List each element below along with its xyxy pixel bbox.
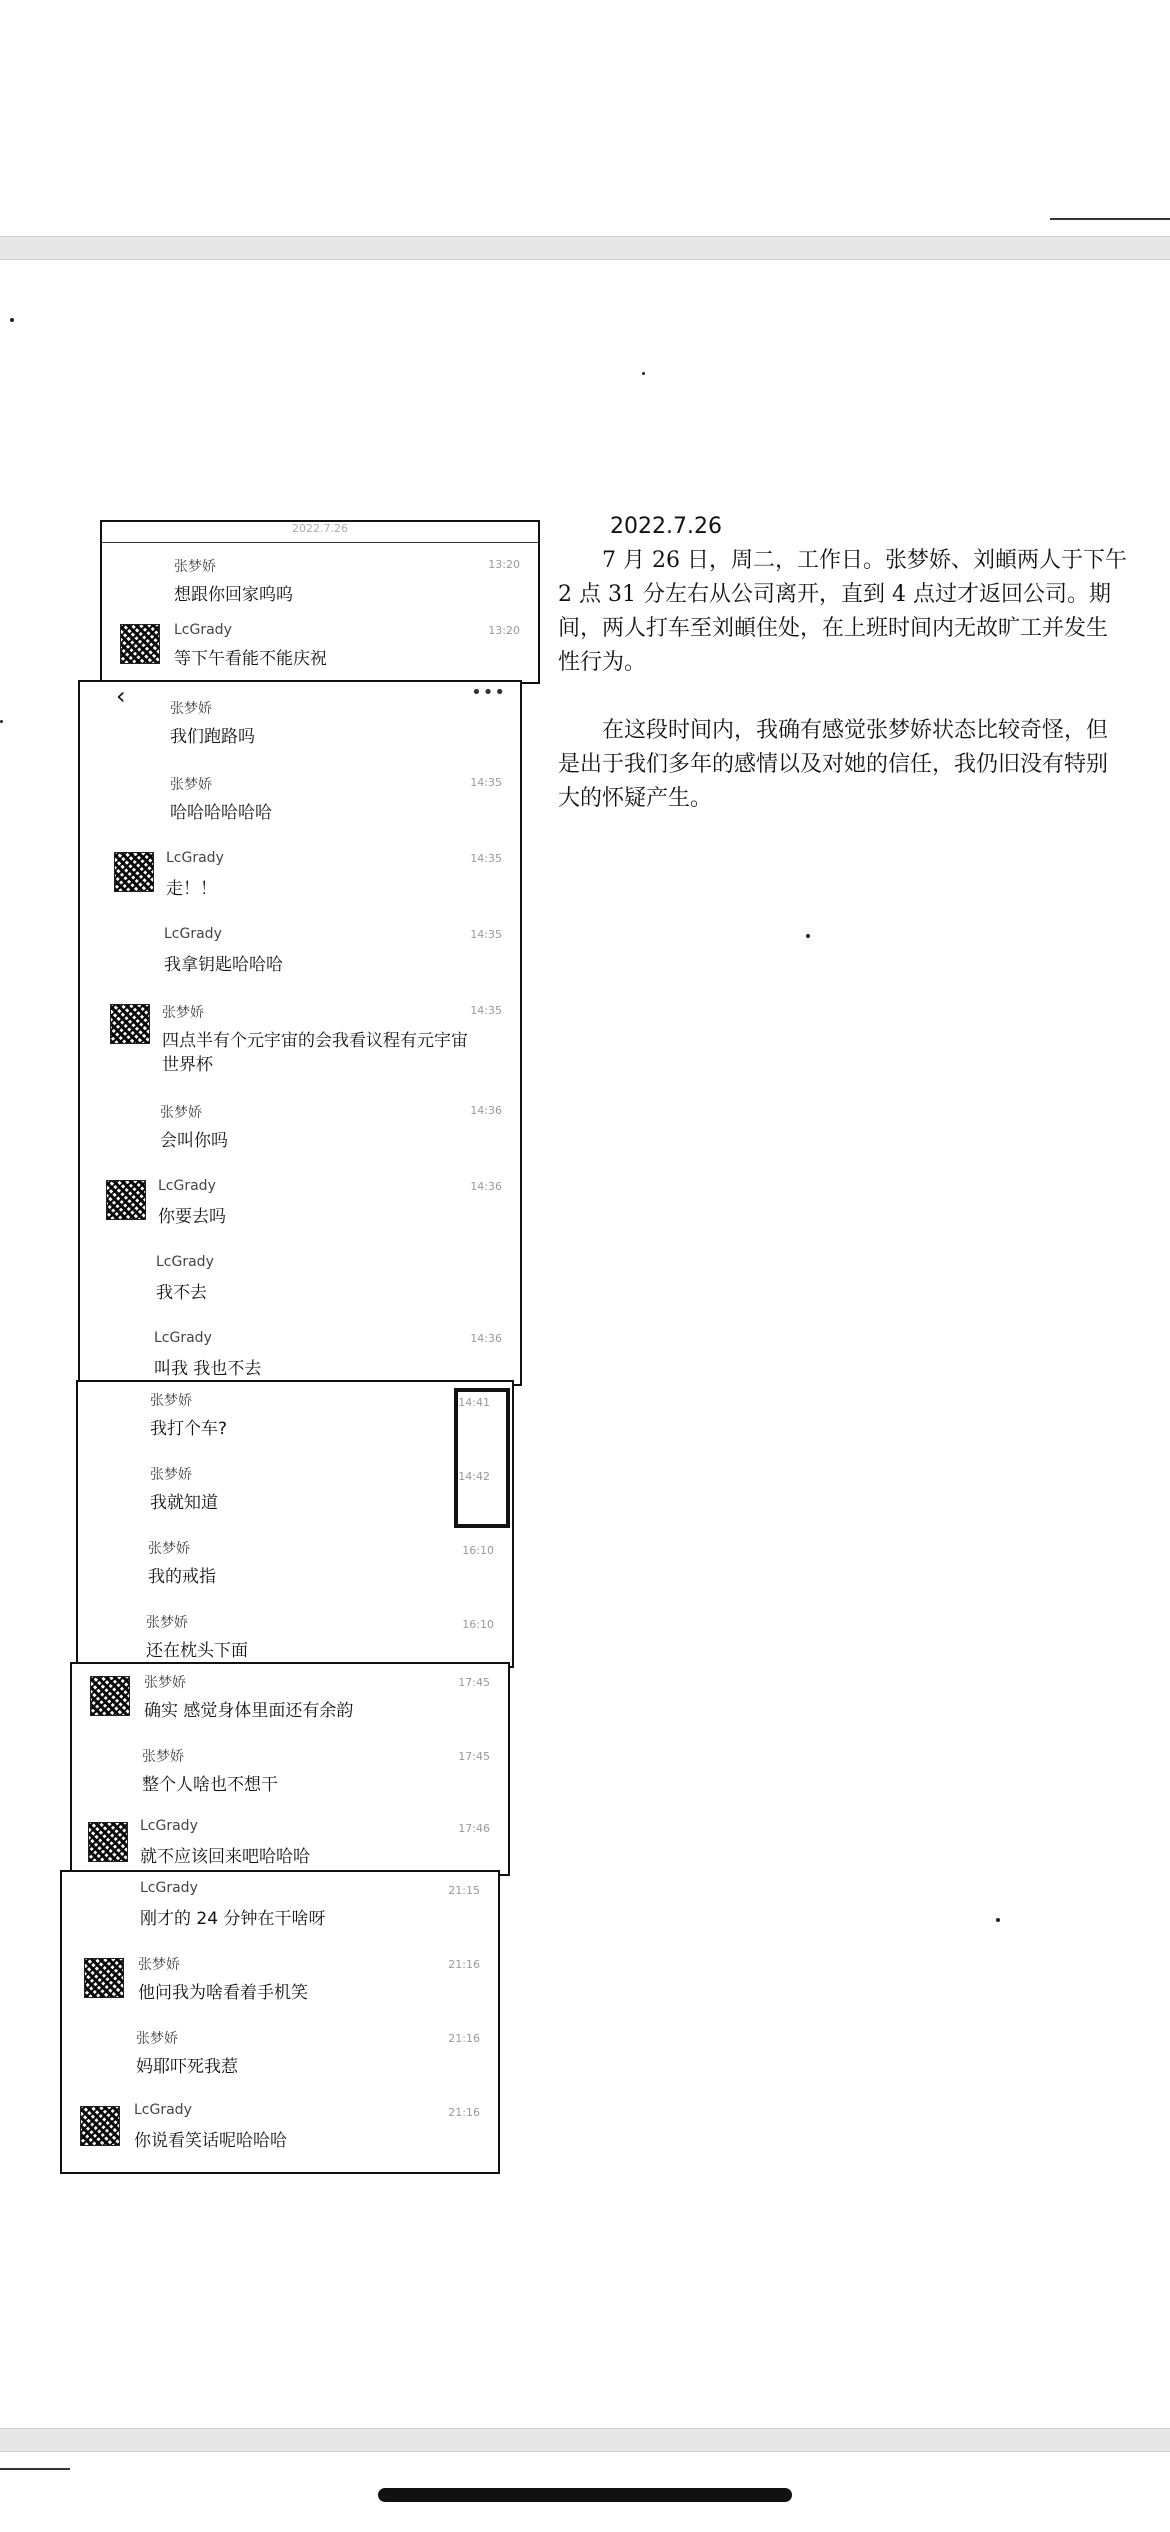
chat-message [78,1460,512,1520]
message-sender: LcGrady [140,1818,198,1834]
message-time: 13:20 [488,624,520,637]
avatar[interactable] [114,852,154,892]
message-time: 14:41 [458,1396,490,1409]
chat-message [78,1534,512,1594]
chat-panel-4 [70,1662,510,1876]
message-time: 14:35 [470,928,502,941]
message-time: 13:20 [488,558,520,571]
message-time: 16:10 [462,1618,494,1631]
message-time: 14:42 [458,1470,490,1483]
message-time: 16:10 [462,1544,494,1557]
scan-top-line [1050,218,1170,220]
chat-message [80,846,520,906]
message-text: 你说看笑话呢哈哈哈 [134,2131,287,2151]
message-text: 想跟你回家呜呜 [174,585,293,605]
more-dots-icon[interactable]: ••• [471,682,506,703]
scan-speck [642,372,645,375]
chat-message [72,1814,508,1874]
message-time: 21:15 [448,1884,480,1897]
message-text: 等下午看能不能庆祝 [174,649,327,669]
document-paragraph-1: 7 月 26 日，周二，工作日。张梦娇、刘頔两人于下午 2 点 31 分左右从公司离开，直到 4 点过才返回公司。期间，两人打车至刘頔住处，在上班时间内无故旷工并发生性行为。 [558,548,1127,675]
message-time: 17:45 [458,1750,490,1763]
chat-panel-1 [100,520,540,684]
message-text: 我拿钥匙哈哈哈 [164,955,283,975]
message-sender: 张梦娇 [170,701,212,717]
message-text: 我不去 [156,1283,207,1303]
chat-date-header: 2022.7.26 [102,522,538,543]
message-text: 确实 感觉身体里面还有余韵 [144,1701,354,1721]
scan-speck [996,1918,1000,1922]
message-time: 21:16 [448,1958,480,1971]
chat-panel-2 [78,680,522,1386]
message-text: 我的戒指 [148,1567,216,1587]
scan-speck [806,934,810,938]
message-time: 21:16 [448,2032,480,2045]
scan-bottom-band [0,2428,1170,2452]
message-text: 叫我 我也不去 [154,1359,262,1379]
chat-message [80,1326,520,1386]
chat-message [62,1876,498,1936]
scan-speck [10,318,14,322]
chevron-left-icon[interactable]: ‹ [116,682,126,710]
message-text: 刚才的 24 分钟在干啥呀 [140,1909,326,1929]
message-text: 我打个车? [150,1419,228,1439]
avatar[interactable] [80,2106,120,2146]
avatar[interactable] [84,1958,124,1998]
message-sender: 张梦娇 [146,1615,188,1631]
message-sender: 张梦娇 [142,1749,184,1765]
chat-message [80,1174,520,1234]
chat-message [62,1950,498,2010]
avatar[interactable] [110,1004,150,1044]
message-sender: 张梦娇 [150,1467,192,1483]
avatar[interactable] [106,1180,146,1220]
message-text: 他问我为啥看着手机笑 [138,1983,308,2003]
message-text: 我们跑路吗 [170,727,255,747]
message-sender: 张梦娇 [160,1105,202,1121]
document-paragraph-2: 在这段时间内，我确有感觉张梦娇状态比较奇怪，但是出于我们多年的感情以及对她的信任，我仍旧没有特别大的怀疑产生。 [558,718,1109,811]
message-text: 四点半有个元宇宙的会我看议程有元宇宙 [162,1031,468,1051]
message-time: 14:35 [470,776,502,789]
message-text: 妈耶吓死我惹 [136,2057,238,2077]
scan-top-band [0,236,1170,260]
scan-speck [0,720,3,723]
message-sender: 张梦娇 [136,2031,178,2047]
message-sender: LcGrady [154,1330,212,1346]
chat-message [78,1386,512,1446]
message-sender: LcGrady [164,926,222,942]
home-indicator[interactable] [378,2488,792,2502]
message-text: 会叫你吗 [160,1131,228,1151]
message-time: 14:36 [470,1104,502,1117]
document-date: 2022.7.26 [610,514,722,539]
message-sender: 张梦娇 [150,1393,192,1409]
message-sender: LcGrady [166,850,224,866]
message-time: 14:35 [470,1004,502,1017]
message-sender: 张梦娇 [174,559,216,575]
message-time: 17:45 [458,1676,490,1689]
avatar[interactable] [120,624,160,664]
chat-message [102,552,538,612]
message-sender: LcGrady [140,1880,198,1896]
message-text: 还在枕头下面 [146,1641,248,1661]
chat-message [80,770,520,830]
chat-message [80,1250,520,1310]
chat-message [102,618,538,678]
message-time: 14:36 [470,1332,502,1345]
message-text-continued: 世界杯 [162,1055,213,1075]
message-sender: 张梦娇 [170,777,212,793]
message-time: 14:35 [470,852,502,865]
message-text: 我就知道 [150,1493,218,1513]
message-sender: 张梦娇 [162,1005,204,1021]
chat-message [72,1668,508,1728]
message-sender: LcGrady [158,1178,216,1194]
message-time: 17:46 [458,1822,490,1835]
message-text: 走！！ [166,879,217,899]
message-sender: LcGrady [156,1254,214,1270]
message-sender: 张梦娇 [138,1957,180,1973]
chat-message [80,998,520,1078]
scan-bottom-line [0,2468,70,2470]
chat-message [78,1608,512,1668]
avatar[interactable] [90,1676,130,1716]
chat-message [80,694,520,754]
message-sender: 张梦娇 [144,1675,186,1691]
chat-message [80,922,520,982]
message-time: 21:16 [448,2106,480,2119]
chat-message [72,1742,508,1802]
message-sender: 张梦娇 [148,1541,190,1557]
chat-message [62,2024,498,2084]
message-text: 整个人啥也不想干 [142,1775,278,1795]
message-text: 你要去吗 [158,1207,226,1227]
message-text: 哈哈哈哈哈哈 [170,803,272,823]
chat-panel-3 [76,1380,514,1668]
chat-message [80,1098,520,1158]
chat-message [62,2098,498,2158]
message-sender: LcGrady [174,622,232,638]
avatar[interactable] [88,1822,128,1862]
chat-panel-5 [60,1870,500,2174]
message-time: 14:36 [470,1180,502,1193]
message-text: 就不应该回来吧哈哈哈 [140,1847,310,1867]
message-sender: LcGrady [134,2102,192,2118]
